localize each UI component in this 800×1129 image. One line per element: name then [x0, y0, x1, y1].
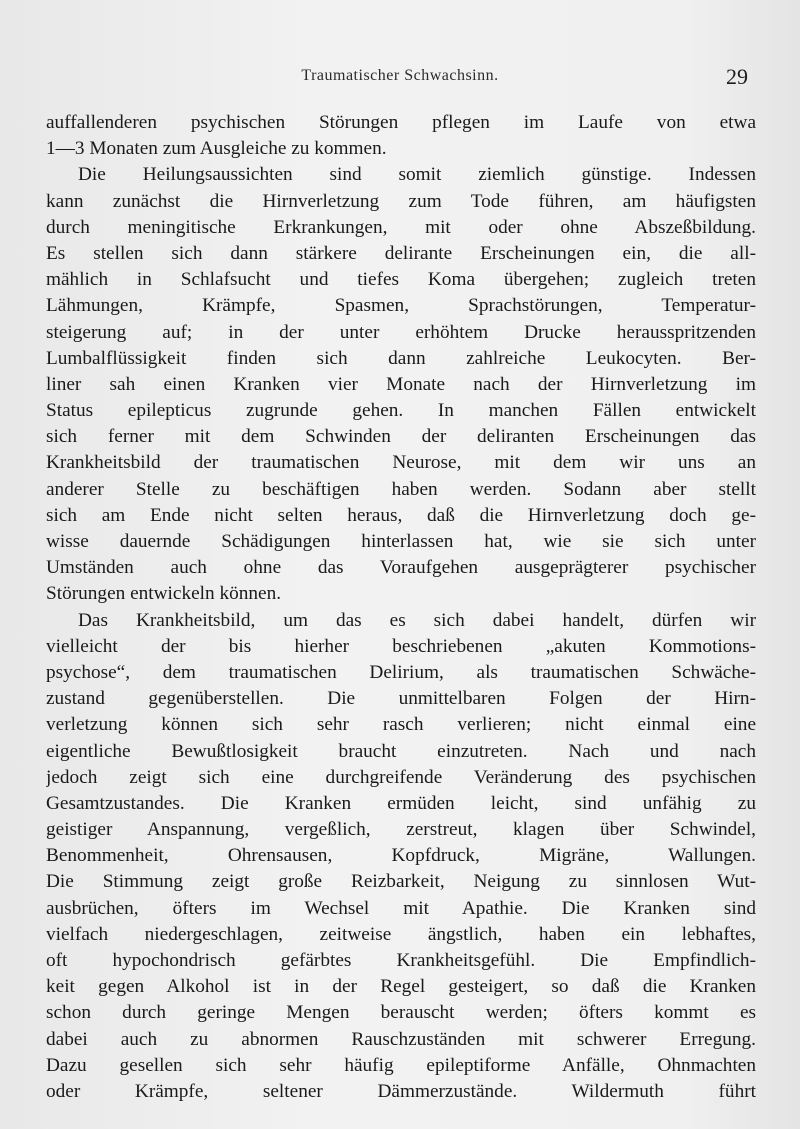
- text-line: geistiger Anspannung, vergeßlich, zerstreut, klagen über Schwindel,: [46, 819, 756, 841]
- text-line: verletzung können sich sehr rasch verlieren; nicht einmal eine: [46, 714, 756, 736]
- text-line: Die Stimmung zeigt große Reizbarkeit, Neigung zu sinnlosen Wut-: [46, 871, 756, 893]
- text-line: Störungen entwickeln können.: [46, 583, 282, 605]
- text-line: liner sah einen Kranken vier Monate nach der Hirnverletzung im: [46, 373, 756, 395]
- text-line: auffallenderen psychischen Störungen pflegen im Laufe von etwa: [46, 112, 756, 133]
- text-line: Das Krankheitsbild, um das es sich dabei handelt, dürfen wir: [78, 609, 756, 631]
- text-line: Status epilepticus zugrunde gehen. In manchen Fällen entwickelt: [46, 400, 756, 422]
- text-line: Die Heilungsaussichten sind somit ziemlich günstige. Indessen: [78, 164, 756, 186]
- text-line: Umständen auch ohne das Voraufgehen ausgeprägterer psychischer: [46, 557, 756, 579]
- text-line: steigerung auf; in der unter erhöhtem Drucke herausspritzenden: [46, 321, 756, 343]
- text-line: jedoch zeigt sich eine durchgreifende Veränderung des psychischen: [46, 766, 756, 788]
- text-line: anderer Stelle zu beschäftigen haben werden. Sodann aber stellt: [46, 478, 756, 500]
- text-line: schon durch geringe Mengen berauscht werden; öfters kommt es: [46, 1002, 756, 1024]
- text-line: Krankheitsbild der traumatischen Neurose, mit dem wir uns an: [46, 452, 756, 474]
- text-line: sich am Ende nicht selten heraus, daß die Hirnverletzung doch ge-: [46, 504, 756, 526]
- text-line: 1—3 Monaten zum Ausgleiche zu kommen.: [46, 138, 387, 160]
- text-line: oder Krämpfe, seltener Dämmerzustände. Wildermuth führt: [46, 1080, 756, 1102]
- text-line: Es stellen sich dann stärkere delirante Erscheinungen ein, die all-: [46, 242, 756, 264]
- text-line: ausbrüchen, öfters im Wechsel mit Apathie. Die Kranken sind: [46, 897, 756, 919]
- text-line: eigentliche Bewußtlosigkeit braucht einzutreten. Nach und nach: [46, 740, 756, 762]
- text-line: psychose“, dem traumatischen Delirium, als traumatischen Schwäche-: [46, 661, 756, 683]
- text-line: Lähmungen, Krämpfe, Spasmen, Sprachstörungen, Temperatur-: [46, 295, 756, 317]
- running-title: Traumatischer Schwachsinn.: [301, 67, 499, 84]
- text-line: keit gegen Alkohol ist in der Regel gesteigert, so daß die Kranken: [46, 976, 756, 998]
- text-line: oft hypochondrisch gefärbtes Krankheitsgefühl. Die Empfindlich-: [46, 950, 756, 971]
- text-line: Lumbalflüssigkeit finden sich dann zahlreiche Leukocyten. Ber-: [46, 347, 756, 369]
- text-line: sich ferner mit dem Schwinden der deliranten Erscheinungen das: [46, 426, 756, 448]
- text-line: kann zunächst die Hirnverletzung zum Tode führen, am häufigsten: [46, 190, 756, 212]
- body-text: [46, 110, 756, 1105]
- text-line: dabei auch zu abnormen Rauschzuständen mit schwerer Erregung.: [46, 1028, 756, 1050]
- text-line: Gesamtzustandes. Die Kranken ermüden leicht, sind unfähig zu: [46, 792, 756, 814]
- text-line: vielleicht der bis hierher beschriebenen „akuten Kommotions-: [46, 635, 756, 657]
- text-line: wisse dauernde Schädigungen hinterlassen hat, wie sie sich unter: [46, 531, 756, 552]
- text-line: Dazu gesellen sich sehr häufig epileptiforme Anfälle, Ohnmachten: [46, 1054, 756, 1076]
- text-line: vielfach niedergeschlagen, zeitweise ängstlich, haben ein lebhaftes,: [46, 923, 756, 945]
- page-number: 29: [726, 64, 748, 89]
- text-line: Benommenheit, Ohrensausen, Kopfdruck, Migräne, Wallungen.: [46, 845, 756, 867]
- text-line: zustand gegenüberstellen. Die unmittelbaren Folgen der Hirn-: [46, 688, 756, 710]
- text-line: durch meningitische Erkrankungen, mit oder ohne Abszeßbildung.: [46, 216, 756, 238]
- text-line: mählich in Schlafsucht und tiefes Koma übergehen; zugleich treten: [46, 269, 756, 291]
